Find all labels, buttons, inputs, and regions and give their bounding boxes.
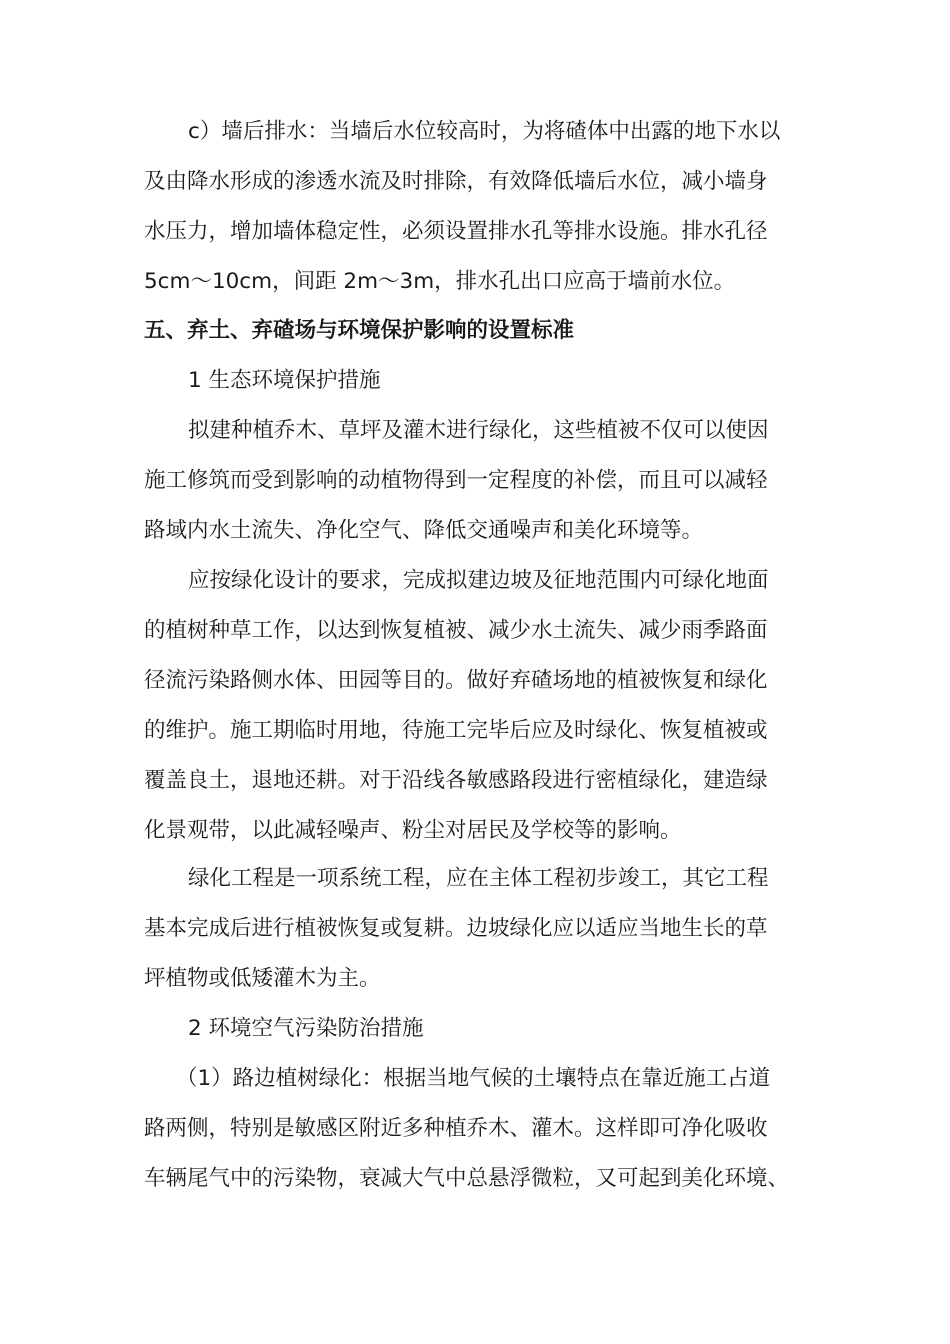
paragraph-line: 应按绿化设计的要求，完成拟建边坡及征地范围内可绿化地面 <box>188 568 769 593</box>
paragraph-line: 路两侧，特别是敏感区附近多种植乔木、灌木。这样即可净化吸收 <box>144 1116 768 1141</box>
section-heading: 五、弃土、弃碴场与环境保护影响的设置标准 <box>144 318 575 343</box>
paragraph-line: 基本完成后进行植被恢复或复耕。边坡绿化应以适应当地生长的草 <box>144 916 768 941</box>
paragraph-line: 拟建种植乔木、草坪及灌木进行绿化，这些植被不仅可以使因 <box>188 418 769 443</box>
paragraph-line: 覆盖良土，退地还耕。对于沿线各敏感路段进行密植绿化，建造绿 <box>144 768 768 793</box>
paragraph-line: 的维护。施工期临时用地，待施工完毕后应及时绿化、恢复植被或 <box>144 718 768 743</box>
paragraph-line: 水压力，增加墙体稳定性，必须设置排水孔等排水设施。排水孔径 <box>144 219 768 244</box>
paragraph-line: 5cm～10cm，间距 2m～3m，排水孔出口应高于墙前水位。 <box>144 269 736 294</box>
paragraph-line: 施工修筑而受到影响的动植物得到一定程度的补偿，而且可以减轻 <box>144 468 768 493</box>
paragraph-line: 径流污染路侧水体、田园等目的。做好弃碴场地的植被恢复和绿化 <box>144 668 768 693</box>
paragraph-line: 绿化工程是一项系统工程，应在主体工程初步竣工，其它工程 <box>188 866 769 891</box>
paragraph-line: 的植树种草工作，以达到恢复植被、减少水土流失、减少雨季路面 <box>144 618 768 643</box>
paragraph-line: （1）路边植树绿化：根据当地气候的土壤特点在靠近施工占道 <box>176 1066 771 1091</box>
paragraph-line: 车辆尾气中的污染物，衰减大气中总悬浮微粒，又可起到美化环境、 <box>144 1166 790 1191</box>
paragraph-line: 路域内水土流失、净化空气、降低交通噪声和美化环境等。 <box>144 518 704 543</box>
paragraph-line: 及由降水形成的渗透水流及时排除，有效降低墙后水位，减小墙身 <box>144 169 768 194</box>
paragraph-line: 坪植物或低矮灌木为主。 <box>144 966 381 991</box>
paragraph-line: c）墙后排水：当墙后水位较高时，为将碴体中出露的地下水以 <box>188 119 781 144</box>
subsection-heading: 1 生态环境保护措施 <box>188 368 381 393</box>
paragraph-line: 化景观带，以此减轻噪声、粉尘对居民及学校等的影响。 <box>144 818 682 843</box>
subsection-heading: 2 环境空气污染防治措施 <box>188 1016 424 1041</box>
